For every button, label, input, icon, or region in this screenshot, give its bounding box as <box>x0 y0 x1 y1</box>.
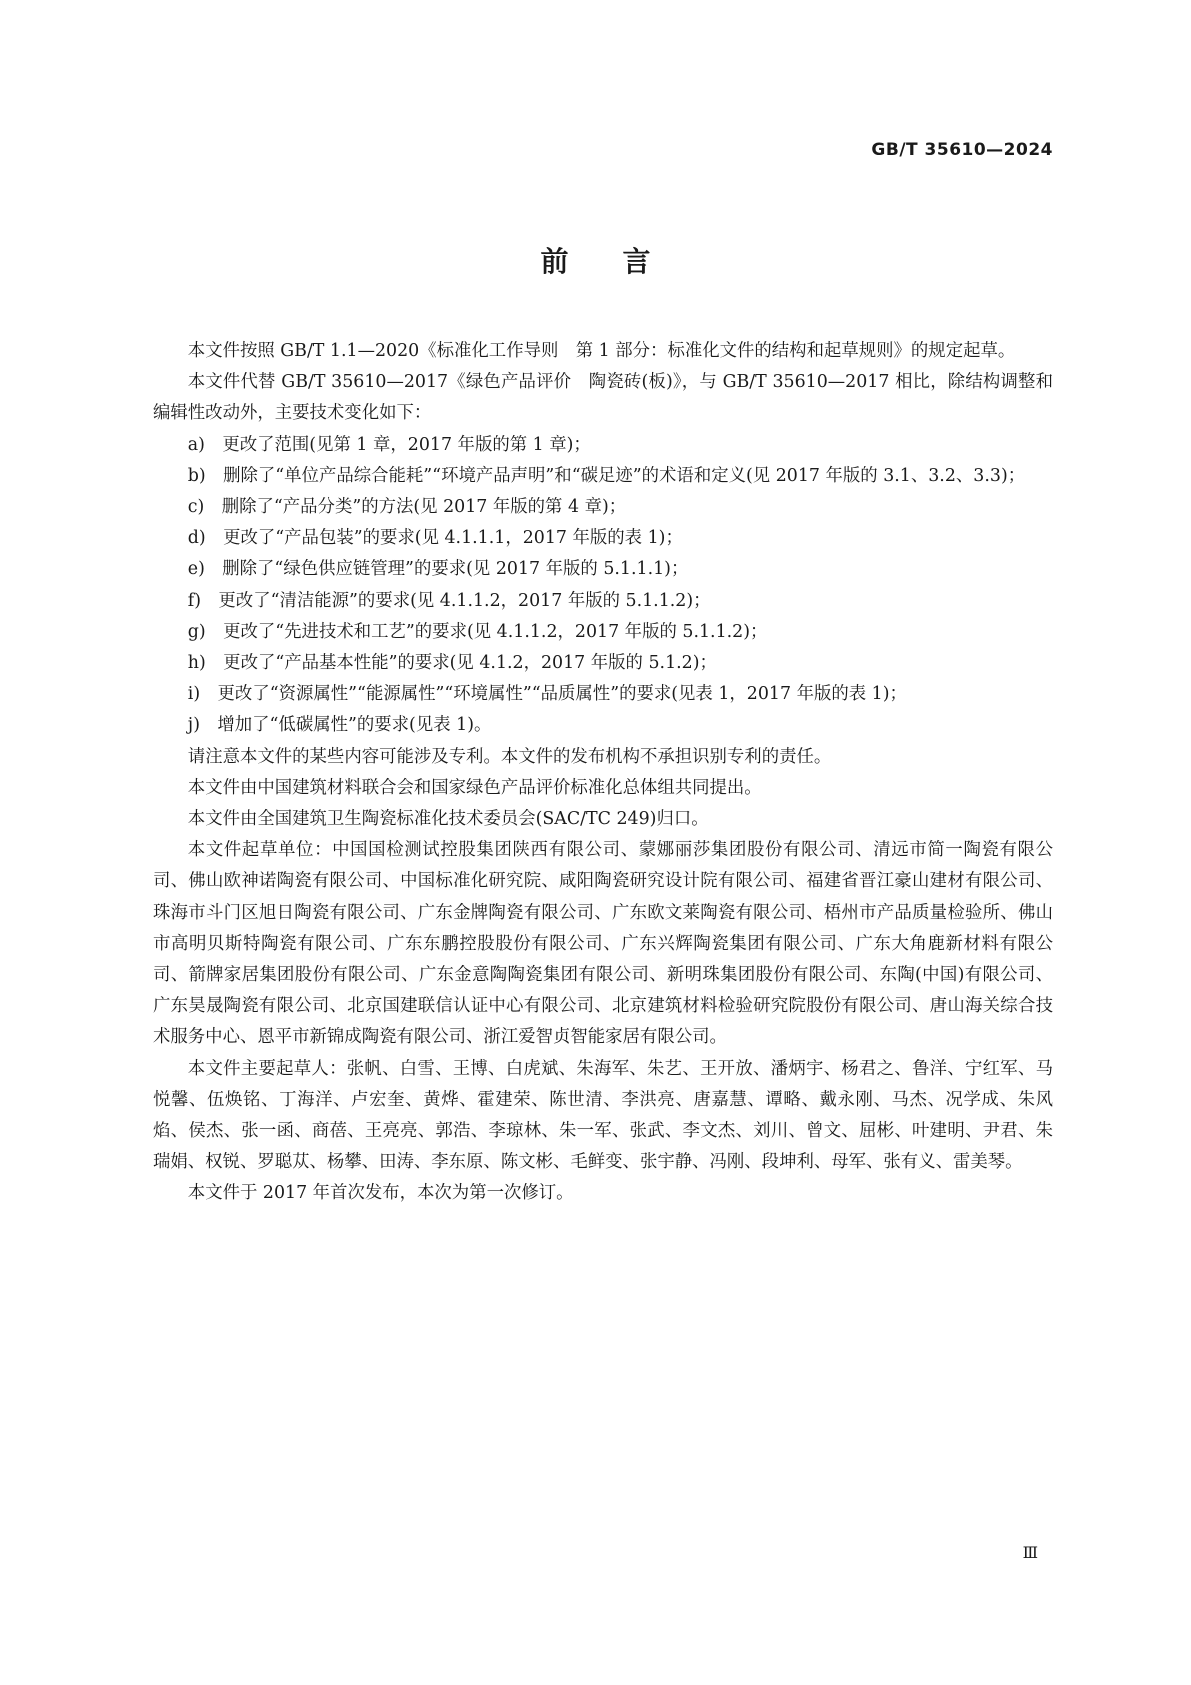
list-item: a) 更改了范围(见第 1 章，2017 年版的第 1 章)； <box>187 434 591 455</box>
page-number: Ⅲ <box>1022 1543 1037 1562</box>
page-title: 前言 <box>540 245 705 278</box>
list-item: i) 更改了“资源属性”“能源属性”“环境属性”“品质属性”的要求(见表 1，2017 年版的表 1)； <box>187 684 907 705</box>
publication-history: 本文件于 2017 年首次发布，本次为第一次修订。 <box>187 1183 574 1204</box>
list-item: j) 增加了“低碳属性”的要求(见表 1)。 <box>187 715 492 736</box>
changes-list <box>153 430 1053 742</box>
list-item: b) 删除了“单位产品综合能耗”“环境产品声明”和“碳足迹”的术语和定义(见 2017 年版的 3.1、3.2、3.3)； <box>187 465 1026 486</box>
list-item: c) 删除了“产品分类”的方法(见 2017 年版的第 4 章)； <box>187 497 627 518</box>
intro-paragraph-replacement: 本文件代替 GB/T 35610—2017《绿色产品评价 陶瓷砖(板)》，与 GB/T 35610—2017 相比，除结构调整和编辑性改动外，主要技术变化如下： <box>153 372 1053 424</box>
standard-number: GB/T 35610—2024 <box>871 140 1053 160</box>
drafters: 本文件主要起草人：张帆、白雪、王博、白虎斌、朱海军、朱艺、王开放、潘炳宇、杨君之、鲁洋、宁红军、马悦馨、伍焕铭、丁海洋、卢宏奎、黄烨、霍建荣、陈世清、李洪亮、唐嘉慧、谭略、戴永刚、马杰、况学成、朱风焰、侯杰、张一函、商蓓、王亮亮、郭浩、李琼林、朱一军、张武、李文杰、刘川、曾文、屈彬、叶建明、尹君、朱瑞娟、权锐、罗聪苁、杨攀、田涛、李东原、陈文彬、毛鲜变、张宇静、冯刚、段坤利、母军、张有义、雷美琴。 <box>153 1058 1053 1173</box>
proposer-statement: 本文件由中国建筑材料联合会和国家绿色产品评价标准化总体组共同提出。 <box>187 777 762 798</box>
list-item: h) 更改了“产品基本性能”的要求(见 4.1.2，2017 年版的 5.1.2)； <box>187 653 717 674</box>
intro-paragraph-drafting-rules: 本文件按照 GB/T 1.1—2020《标准化工作导则 第 1 部分：标准化文件的结构和起草规则》的规定起草。 <box>187 341 1016 361</box>
document-body <box>153 336 1053 1210</box>
list-item: g) 更改了“先进技术和工艺”的要求(见 4.1.1.2，2017 年版的 5.1.1.2)； <box>187 621 768 642</box>
patent-notice: 请注意本文件的某些内容可能涉及专利。本文件的发布机构不承担识别专利的责任。 <box>187 746 832 767</box>
committee-statement: 本文件由全国建筑卫生陶瓷标准化技术委员会(SAC/TC 249)归口。 <box>187 809 709 830</box>
drafting-units: 本文件起草单位：中国国检测试控股集团陕西有限公司、蒙娜丽莎集团股份有限公司、清远市简一陶瓷有限公司、佛山欧神诺陶瓷有限公司、中国标准化研究院、咸阳陶瓷研究设计院有限公司、福建省晋江豪山建材有限公司、珠海市斗门区旭日陶瓷有限公司、广东金牌陶瓷有限公司、广东欧文莱陶瓷有限公司、梧州市产品质量检验所、佛山市高明贝斯特陶瓷有限公司、广东东鹏控股股份有限公司、广东兴辉陶瓷集团有限公司、广东大角鹿新材料有限公司、箭牌家居集团股份有限公司、广东金意陶陶瓷集团有限公司、新明珠集团股份有限公司、东陶(中国)有限公司、广东昊晟陶瓷有限公司、北京国建联信认证中心有限公司、北京建筑材料检验研究院股份有限公司、唐山海关综合技术服务中心、恩平市新锦成陶瓷有限公司、浙江爱智贞智能家居有限公司。 <box>153 840 1053 1048</box>
list-item: f) 更改了“清洁能源”的要求(见 4.1.1.2，2017 年版的 5.1.1.2)； <box>187 590 711 611</box>
list-item: d) 更改了“产品包装”的要求(见 4.1.1.1，2017 年版的表 1)； <box>187 528 683 549</box>
list-item: e) 删除了“绿色供应链管理”的要求(见 2017 年版的 5.1.1.1)； <box>187 559 689 580</box>
